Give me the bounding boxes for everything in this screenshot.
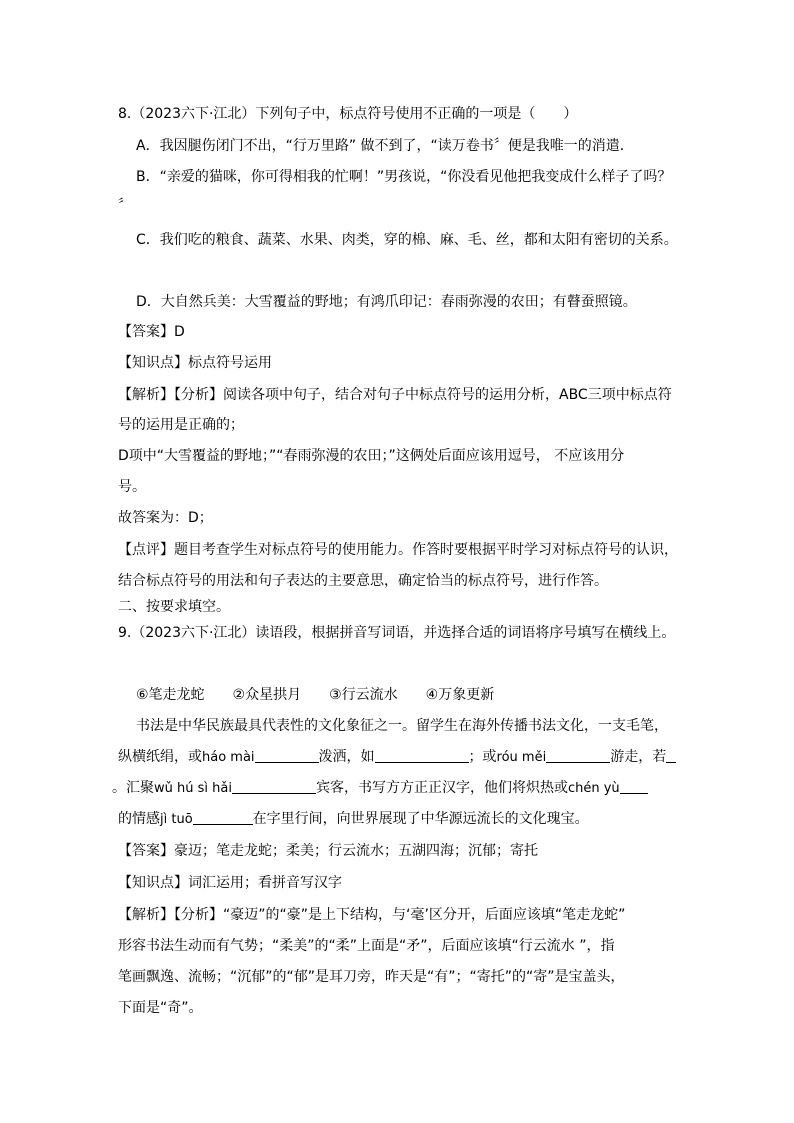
q8-option-a: A．我因腿伤闭门不出，“行万里路” 做不到了，“读万卷书〞便是我唯一的消遣． xyxy=(136,138,634,154)
q9-paragraph-line2: 纵横纸绢，或háo mài 泼洒，如 ；或róu měi 游走，若 xyxy=(118,748,676,767)
pinyin-jituo: jì tuō xyxy=(160,812,193,827)
q8-comment-line2: 结合标点符号的用法和句子表达的主要意思，确定恰当的标点符号，进行作答。 xyxy=(118,573,608,589)
blank-4[interactable] xyxy=(666,748,676,763)
pinyin-wuhusihai: wǔ hú sì hǎi xyxy=(154,781,232,796)
q8-option-b-tail: 〞 xyxy=(118,198,132,214)
q9-knowledge: 【知识点】词汇运用；看拼音写汉字 xyxy=(118,875,342,891)
q8-option-b: B．“亲爱的猫咪，你可得相我的忙啊！”男孩说，“你没看见他把我变成什么样子了吗？ xyxy=(136,169,672,185)
q9-analysis-line3: 笔画飘逸、流畅；“沉郁”的“郁”是耳刀旁，昨天是“有”；“寄托”的“寄”是宝盖头， xyxy=(118,969,625,985)
q8-comment-line1: 【点评】题目考查学生对标点符号的使用能力。作答时要根据平时学习对标点符号的认识， xyxy=(118,542,678,558)
q9-analysis-line1: 【解析】【分析】“豪迈”的“豪”是上下结构，与‘毫’区分开，后面应该填“笔走龙蛇” xyxy=(118,907,626,923)
blank-6[interactable] xyxy=(620,779,648,794)
q9-analysis-line2: 形容书法生动而有气势；“柔美”的“柔”上面是“矛”，后面应该填“行云流水 ”，指 xyxy=(118,938,615,954)
q8-answer: 【答案】D xyxy=(118,324,185,340)
q8-analysis-line4: 号。 xyxy=(118,479,146,495)
q9-stem: 9.（2023六下·江北）读语段，根据拼音写词语，并选择合适的词语将序号填写在横线上。 xyxy=(118,625,676,641)
q8-knowledge: 【知识点】标点符号运用 xyxy=(118,355,272,371)
blank-5[interactable] xyxy=(232,779,316,794)
pinyin-roumei: róu měi xyxy=(496,750,547,765)
q8-stem: 8.（2023六下·江北）下列句子中，标点符号使用不正确的一项是（ ） xyxy=(118,106,578,122)
q8-option-c: C．我们吃的粮食、蔬菜、水果、肉类，穿的棉、麻、毛、丝，都和太阳有密切的关系。 xyxy=(136,232,678,248)
q9-paragraph-line3: 。汇聚wǔ hú sì hǎi 宾客，书写方方正正汉字，他们将炽热或chén yù xyxy=(112,779,648,798)
q8-analysis-line1: 【解析】【分析】阅读各项中句子，结合对句子中标点符号的运用分析，ABC三项中标点符 xyxy=(118,387,672,403)
blank-2[interactable] xyxy=(375,748,469,763)
blank-3[interactable] xyxy=(546,748,610,763)
pinyin-chenyu: chén yù xyxy=(567,781,620,796)
pinyin-haomai: háo mài xyxy=(202,750,255,765)
q8-option-d: D．大自然兵美：大雪覆益的野地；有鸿爪印记：春雨弥漫的农田；有瞽蚕照镜。 xyxy=(136,294,637,310)
q9-answer: 【答案】豪迈；笔走龙蛇；柔美；行云流水；五湖四海；沉郁；寄托 xyxy=(118,843,538,859)
q8-analysis-line2: 号的运用是正确的； xyxy=(118,417,244,433)
section-heading: 二、按要求填空。 xyxy=(118,599,230,615)
q8-analysis-line5: 故答案为：D； xyxy=(118,510,213,526)
q9-choices: ⑥笔走龙蛇 ②众星拱月 ③行云流水 ④万象更新 xyxy=(136,687,495,703)
q9-analysis-line4: 下面是“奇”。 xyxy=(118,1000,203,1016)
q8-analysis-line3: D项中“大雪覆益的野地；”“春雨弥漫的农田；”这俩处后面应该用逗号， 不应该用分 xyxy=(118,448,625,464)
q9-paragraph-line1: 书法是中华民族最具代表性的文化象征之一。留学生在海外传播书法文化，一支毛笔， xyxy=(136,718,668,734)
q9-paragraph-line4: 的情感jì tuō 在字里行间，向世界展现了中华源远流长的文化瑰宝。 xyxy=(118,811,589,827)
blank-1[interactable] xyxy=(255,748,319,763)
blank-7[interactable] xyxy=(193,810,253,825)
